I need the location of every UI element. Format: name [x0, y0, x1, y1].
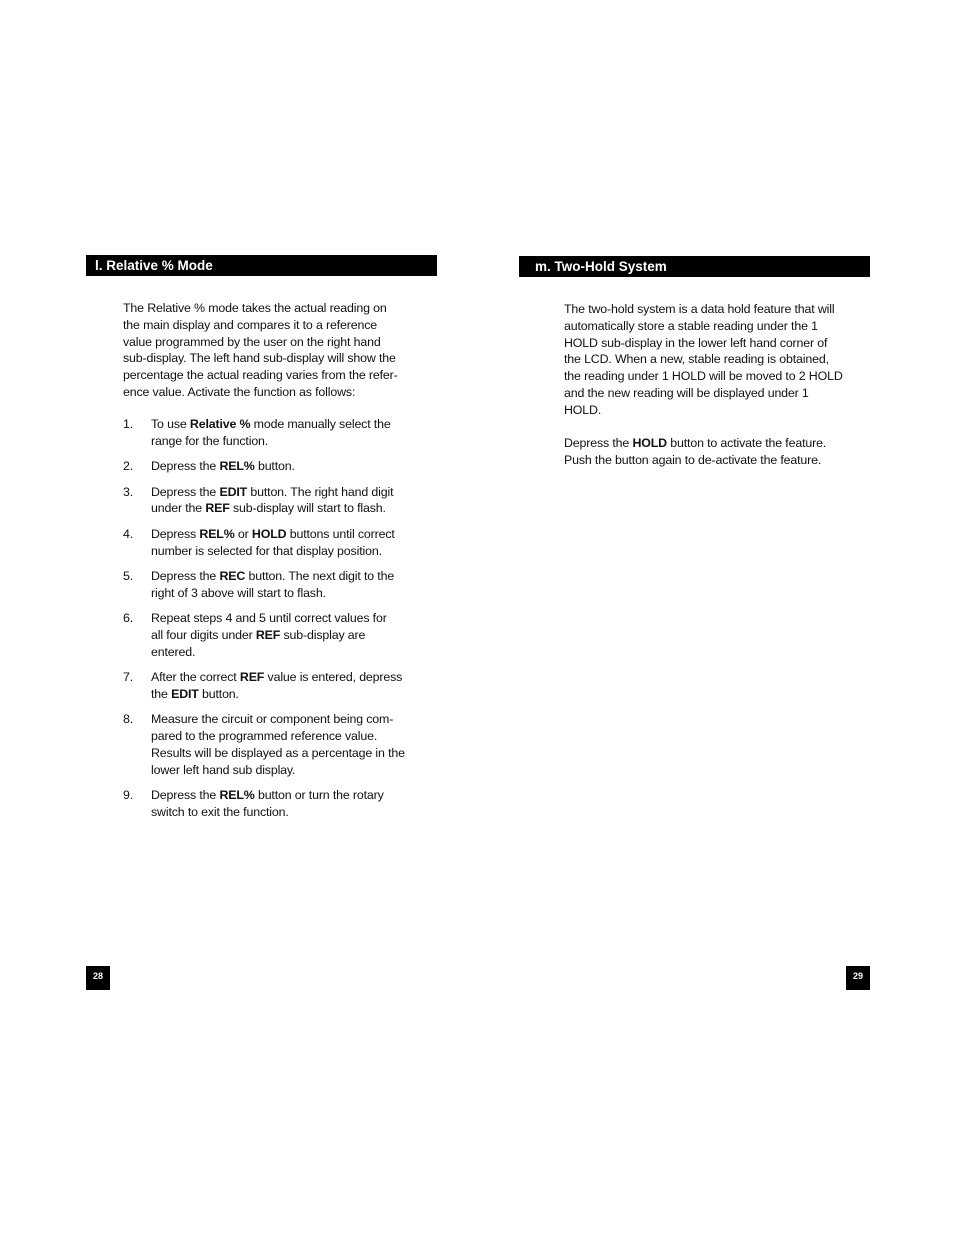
step-text-line [151, 500, 423, 517]
step-item [123, 458, 423, 475]
step-number: 5. [123, 568, 134, 583]
bold-term: EDIT [219, 484, 248, 499]
bold-term: REL% [219, 788, 255, 803]
text-segment: buttons until correct [286, 526, 395, 541]
step-text-line [151, 728, 423, 745]
bold-term: EDIT [171, 686, 199, 701]
step-text-line [151, 543, 423, 560]
step-item [123, 484, 423, 518]
text-segment: Measure the circuit or component being com- [151, 712, 394, 727]
bold-term: REL% [219, 459, 255, 474]
step-text-line [151, 610, 423, 627]
text-segment: switch to exit the function. [151, 804, 289, 819]
step-text-line [151, 745, 423, 762]
step-text-line [151, 787, 423, 804]
text-segment: Depress [151, 526, 200, 541]
text-line [564, 452, 859, 469]
text-segment: Results will be displayed as a percentage in the [151, 745, 405, 760]
step-item [123, 610, 423, 660]
section-title-relative-mode: l. Relative % Mode [86, 255, 437, 276]
step-text-line [151, 762, 423, 779]
text-segment: button. The right hand digit [247, 484, 394, 499]
text-segment: lower left hand sub display. [151, 762, 296, 777]
step-text-line [151, 686, 423, 703]
text-segment: button. [198, 686, 239, 701]
text-segment: Push the button again to de-activate the feature. [564, 452, 822, 467]
step-text-line [151, 585, 423, 602]
text-segment: or [234, 526, 252, 541]
text-line: the reading under 1 HOLD will be moved to 2 HOLD [564, 369, 843, 384]
text-segment: Depress the [564, 436, 633, 450]
text-segment: button. [254, 459, 295, 474]
step-number: 4. [123, 526, 134, 541]
text-segment: Depress the [151, 484, 220, 499]
text-segment: button to activate the feature. [666, 436, 827, 450]
bold-term: Relative % [189, 417, 251, 431]
text-segment: To use [151, 417, 190, 431]
text-segment: number is selected for that display position. [151, 543, 382, 558]
text-segment: Depress the [151, 788, 220, 803]
text-line: automatically store a stable reading under the 1 [564, 318, 818, 333]
text-segment: Repeat steps 4 and 5 until correct values for [151, 611, 387, 626]
text-line [564, 435, 859, 452]
text-segment: pared to the programmed reference value. [151, 729, 378, 744]
section-title-two-hold-system: m. Two-Hold System [519, 256, 870, 277]
step-text-line [151, 484, 423, 501]
bold-term: REF [205, 501, 230, 516]
step-text-line [151, 669, 423, 686]
text-line: percentage the actual reading varies from the refer- [123, 368, 398, 383]
text-segment: button. The next digit to the [245, 568, 395, 583]
step-number: 3. [123, 484, 134, 499]
text-segment: the [151, 686, 172, 701]
bold-term: REF [255, 627, 281, 642]
step-text-line [151, 526, 423, 543]
text-segment: After the correct [151, 670, 240, 685]
step-text-line [151, 568, 423, 585]
text-segment: Depress the [151, 459, 220, 474]
step-number: 8. [123, 712, 134, 727]
text-line: The two-hold system is a data hold feature that will [564, 302, 835, 316]
step-text-line [151, 711, 423, 728]
text-segment: right of 3 above will start to flash. [151, 585, 326, 600]
step-item [123, 669, 423, 703]
text-line: HOLD. [564, 402, 602, 417]
text-segment: range for the function. [151, 433, 269, 448]
text-segment: under the [151, 501, 206, 516]
step-number: 1. [123, 417, 134, 431]
step-text-line [151, 627, 423, 644]
text-line: The Relative % mode takes the actual reading on [123, 301, 387, 315]
two-hold-description [564, 301, 859, 419]
text-segment: sub-display will start to flash. [229, 501, 386, 516]
step-item [123, 568, 423, 602]
bold-term: REC [219, 568, 246, 583]
step-number: 9. [123, 788, 134, 803]
step-text-line [151, 644, 423, 661]
text-line: value programmed by the user on the right hand [123, 334, 381, 349]
bold-term: HOLD [251, 526, 287, 541]
text-line: the LCD. When a new, stable reading is obtained, [564, 352, 829, 367]
bold-term: REL% [199, 526, 235, 541]
step-number: 7. [123, 670, 134, 685]
text-segment: sub-display are [280, 627, 366, 642]
step-item [123, 526, 423, 560]
text-segment: button or turn the rotary [254, 788, 384, 803]
text-segment: Depress the [151, 568, 220, 583]
text-line: sub-display. The left hand sub-display will show the [123, 351, 396, 366]
text-segment: all four digits under [151, 627, 256, 642]
step-number: 2. [123, 459, 134, 474]
page-number-right: 29 [846, 966, 870, 990]
relative-mode-steps [123, 416, 423, 829]
bold-term: REF [239, 670, 265, 685]
step-item [123, 416, 423, 450]
text-line: and the new reading will be displayed under 1 [564, 385, 809, 400]
two-hold-instructions [564, 435, 859, 469]
text-line: the main display and compares it to a reference [123, 317, 377, 332]
step-text-line [151, 416, 423, 433]
step-number: 6. [123, 611, 134, 626]
step-text-line [151, 458, 423, 475]
page-number-left: 28 [86, 966, 110, 990]
text-segment: value is entered, depress [264, 670, 403, 685]
text-line: ence value. Activate the function as follows: [123, 384, 356, 399]
step-item [123, 711, 423, 778]
step-text-line [151, 804, 423, 821]
text-segment: entered. [151, 644, 196, 659]
relative-mode-intro [123, 300, 423, 401]
step-item [123, 787, 423, 821]
text-segment: mode manually select the [250, 417, 391, 431]
step-text-line [151, 433, 423, 450]
text-line: HOLD sub-display in the lower left hand corner of [564, 335, 828, 350]
bold-term: HOLD [632, 436, 667, 450]
